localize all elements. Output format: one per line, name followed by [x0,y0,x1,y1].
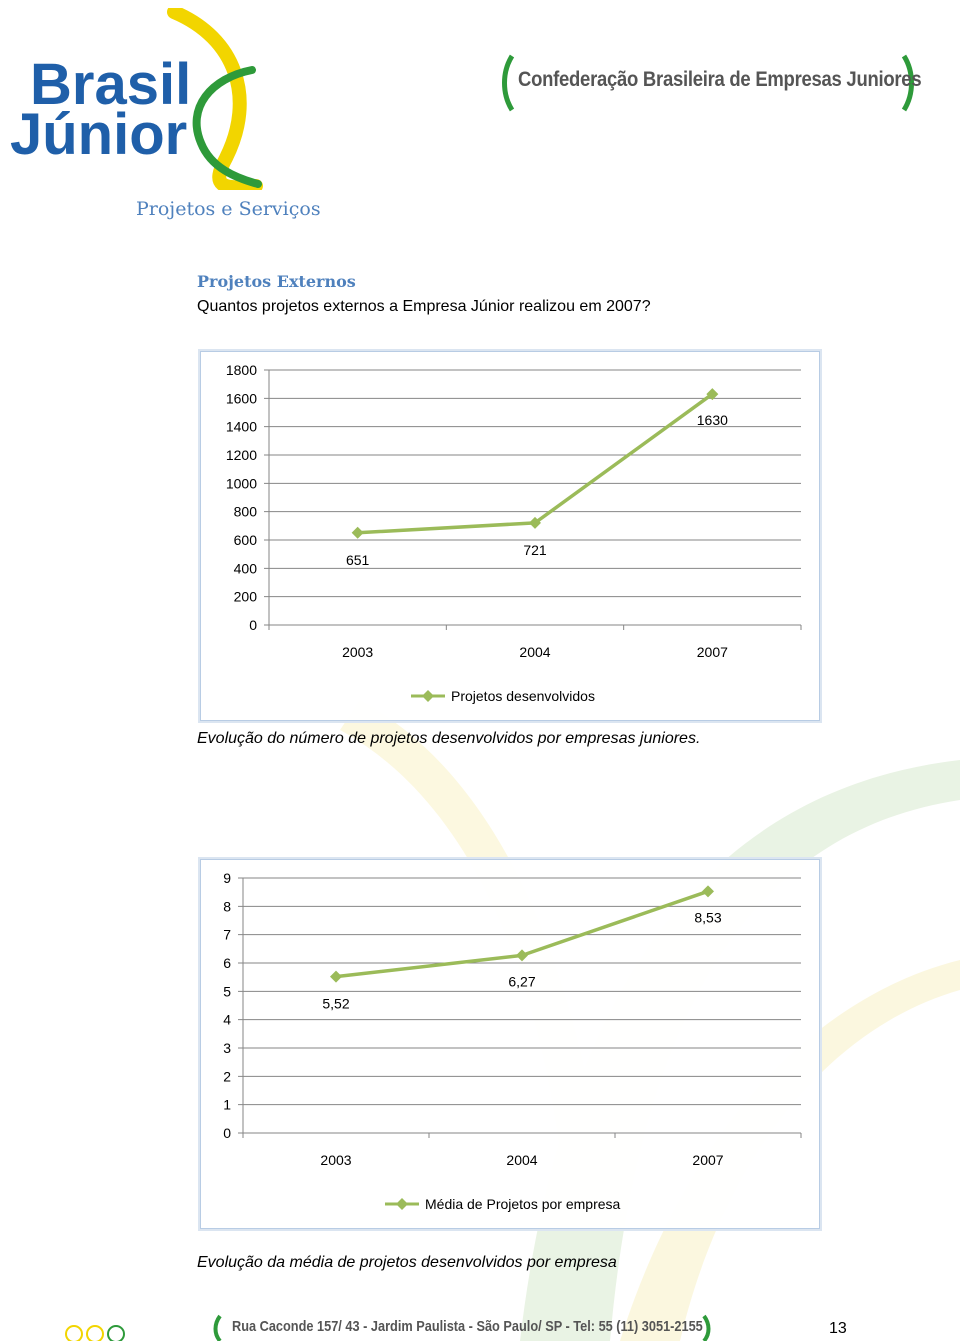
chart1-y-tick-label: 800 [233,503,257,520]
chart2-data-label: 6,27 [508,973,536,990]
question-text: Quantos projetos externos a Empresa Júnior realizou em 2007? [197,298,651,315]
chart2-data-label: 5,52 [322,995,350,1012]
chart1-legend-label: Projetos desenvolvidos [451,688,595,704]
subsection-title: Projetos Externos [197,272,356,291]
chart2-data-point [702,885,714,897]
chart1-y-tick-label: 1800 [225,362,257,378]
chart2-y-tick-label: 4 [223,1011,231,1028]
chart2-y-tick-label: 6 [223,955,231,971]
chart2-y-tick-label: 9 [223,870,231,886]
chart1-y-tick-label: 1000 [225,475,257,492]
chart2-y-tick-label: 0 [223,1125,231,1141]
footer-logo-mark [64,1318,134,1341]
chart-average-plot [201,860,819,1228]
chart2-y-tick-label: 1 [223,1096,231,1113]
chart1-data-point [352,527,364,539]
chart-projects-caption: Evolução do número de projetos desenvolvidos por empresas juniores. [197,730,701,747]
footer-address: Rua Caconde 157/ 43 - Jardim Paulista - São Paulo/ SP - Tel: 55 (11) 3051-2155 [232,1318,703,1335]
chart1-x-tick-label: 2007 [696,644,728,660]
chart2-data-label: 8,53 [694,909,722,926]
chart1-legend-marker [422,690,434,702]
chart1-data-label: 721 [523,541,547,558]
chart1-data-label: 1630 [696,412,728,429]
chart1-y-tick-label: 200 [233,588,257,605]
chart2-x-tick-label: 2004 [506,1152,538,1168]
chart1-y-tick-label: 1400 [225,418,257,435]
chart1-x-tick-label: 2003 [342,644,374,660]
chart2-y-tick-label: 3 [223,1040,231,1056]
chart1-y-tick-label: 400 [233,560,257,577]
chart-projects [200,351,820,721]
chart1-data-label: 651 [345,551,370,568]
chart1-y-tick-label: 0 [249,617,257,633]
chart2-legend-marker [396,1198,408,1210]
chart1-y-tick-label: 1200 [225,447,257,463]
chart-average-caption: Evolução da média de projetos desenvolvidos por empresa [197,1254,617,1271]
chart1-y-tick-label: 1600 [225,390,257,407]
chart1-y-tick-label: 600 [233,532,257,548]
section-title: Projetos e Serviços [136,198,321,220]
page-number: 13 [829,1320,847,1337]
chart2-x-tick-label: 2007 [692,1152,724,1168]
logo-line1: Brasil [30,52,192,117]
chart2-data-point [516,949,528,961]
logo-line2: Júnior [10,102,188,167]
chart2-y-tick-label: 2 [223,1068,231,1085]
brasil-junior-logo [6,8,276,190]
chart2-y-tick-label: 7 [223,926,231,943]
chart2-y-tick-label: 5 [223,983,231,1000]
chart-average [200,859,820,1229]
chart2-legend-label: Média de Projetos por empresa [425,1196,621,1212]
confederation-banner [498,52,922,114]
chart2-x-tick-label: 2003 [320,1152,352,1168]
chart1-x-tick-label: 2004 [519,644,551,660]
chart-projects-plot [201,352,819,720]
chart2-data-point [330,971,342,983]
chart2-y-tick-label: 8 [223,898,231,915]
confederation-name: Confederação Brasileira de Empresas Juniores [518,68,922,91]
chart2-series-line [336,891,708,976]
